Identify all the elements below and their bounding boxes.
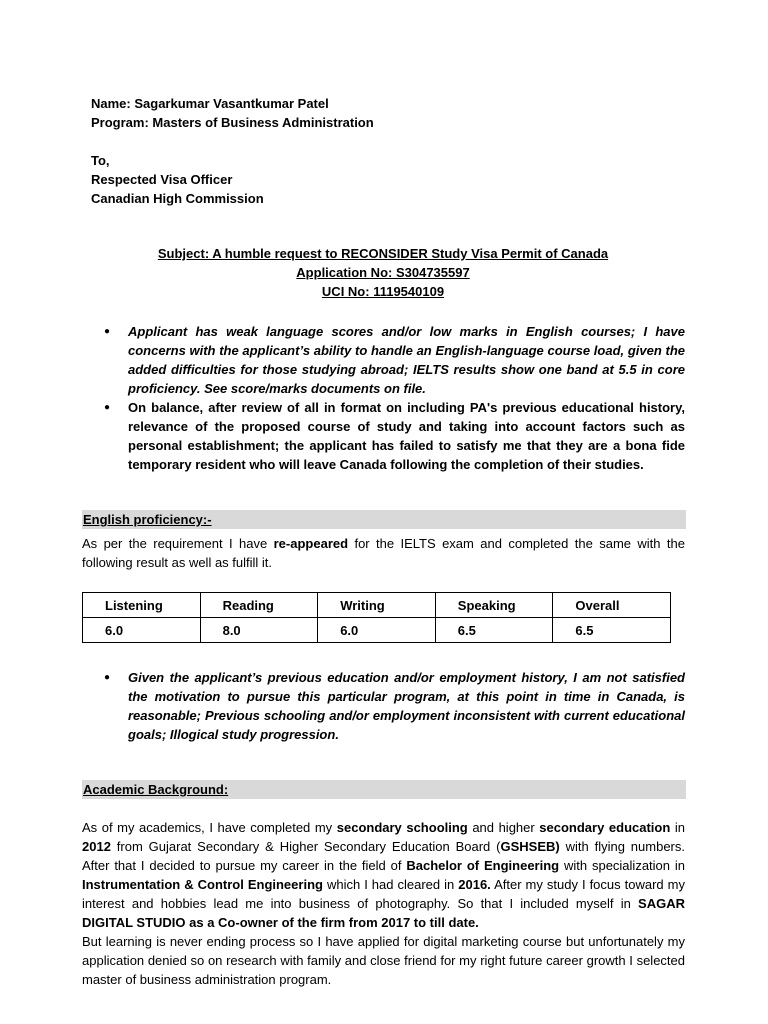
academic-bold: GSHSEB)	[500, 839, 560, 854]
score-overall: 6.5	[553, 618, 671, 643]
academic-text: As of my academics, I have completed my	[82, 820, 337, 835]
recipient-block	[91, 151, 264, 208]
application-number: Application No: S304735597	[296, 265, 470, 280]
header-speaking: Speaking	[435, 593, 553, 618]
academic-bold: 2012	[82, 839, 111, 854]
header-listening: Listening	[83, 593, 201, 618]
academic-bold: secondary education	[539, 820, 671, 835]
academic-bold: SAGAR DIGITAL STUDIO as a Co-owner of the firm from 2017 to till date.	[82, 896, 685, 930]
academic-bold: secondary schooling	[336, 820, 468, 835]
refusal-points-list-2	[104, 668, 685, 744]
refusal-point-2: ● On balance, after review of all in format on including PA's previous educational history, relevance of the proposed course of study and taking into account factors such as personal establishment; the applicant has failed to satisfy me that they are a bona fide temporary resident who will leave Canada following the completion of their studies.	[104, 398, 685, 474]
score-reading: 8.0	[200, 618, 318, 643]
header-overall: Overall	[553, 593, 671, 618]
english-text-2: for the IELTS exam and completed the same with the following result as well as fulfill it.	[82, 536, 685, 570]
applicant-name: Name: Sagarkumar Vasantkumar Patel	[91, 96, 329, 111]
academic-text: with flying numbers. After that I decided to pursue my career in the field of	[82, 839, 685, 873]
academic-text: and higher	[467, 820, 540, 835]
table-row	[83, 618, 671, 643]
english-proficiency-heading: English proficiency:-	[82, 510, 686, 529]
academic-bold: Instrumentation & Control Engineering	[82, 877, 323, 892]
academic-text: which I had cleared in	[322, 877, 459, 892]
academic-text: with specialization in	[559, 858, 685, 873]
academic-text: After my study I focus toward my interest and hobbies lead me into business of photography. So that I included myself in	[82, 877, 685, 911]
refusal-point-3: ● Given the applicant’s previous education and/or employment history, I am not satisfied the motivation to pursue this particular program, at this point in time in Canada, is reasonable; Previous schooling and/or employment inconsistent with current educational goals; Illogical study progression.	[104, 668, 685, 744]
academic-text: from Gujarat Secondary & Higher Secondary Education Board (	[110, 839, 501, 854]
refusal-points-list	[104, 322, 685, 474]
academic-paragraph-2: But learning is never ending process so I have applied for digital marketing course but unfortunately my application denied so on research with family and close friend for my right future career growth I selected master of business administration program.	[82, 934, 685, 987]
score-writing: 6.0	[318, 618, 436, 643]
header-writing: Writing	[318, 593, 436, 618]
applicant-header	[91, 94, 374, 132]
academic-bold: 2016.	[458, 877, 491, 892]
table-header-row	[83, 593, 671, 618]
ielts-score-table	[82, 592, 671, 643]
subject-block	[91, 244, 675, 301]
english-proficiency-paragraph	[82, 534, 685, 572]
academic-paragraph-1	[82, 818, 685, 932]
subject-title: Subject: A humble request to RECONSIDER Study Visa Permit of Canada	[157, 246, 609, 261]
academic-background-heading: Academic Background:	[82, 780, 686, 799]
refusal-point-1: ● Applicant has weak language scores and/or low marks in English courses; I have concerns with the applicant’s ability to handle an English-language course load, given the added difficulties for those studying abroad; IELTS results show one band at 5.5 in core proficiency. See score/marks documents on file.	[104, 322, 685, 398]
academic-text: in	[670, 820, 685, 835]
english-text-bold: re-appeared	[273, 536, 349, 551]
score-listening: 6.0	[83, 618, 201, 643]
english-text-1: As per the requirement I have	[82, 536, 274, 551]
header-reading: Reading	[200, 593, 318, 618]
uci-number: UCI No: 1119540109	[321, 284, 445, 299]
recipient-to: To,	[91, 153, 110, 168]
recipient-line-2: Canadian High Commission	[91, 191, 264, 206]
academic-bold: Bachelor of Engineering	[406, 858, 560, 873]
applicant-program: Program: Masters of Business Administration	[91, 115, 374, 130]
recipient-line-1: Respected Visa Officer	[91, 172, 233, 187]
score-speaking: 6.5	[435, 618, 553, 643]
